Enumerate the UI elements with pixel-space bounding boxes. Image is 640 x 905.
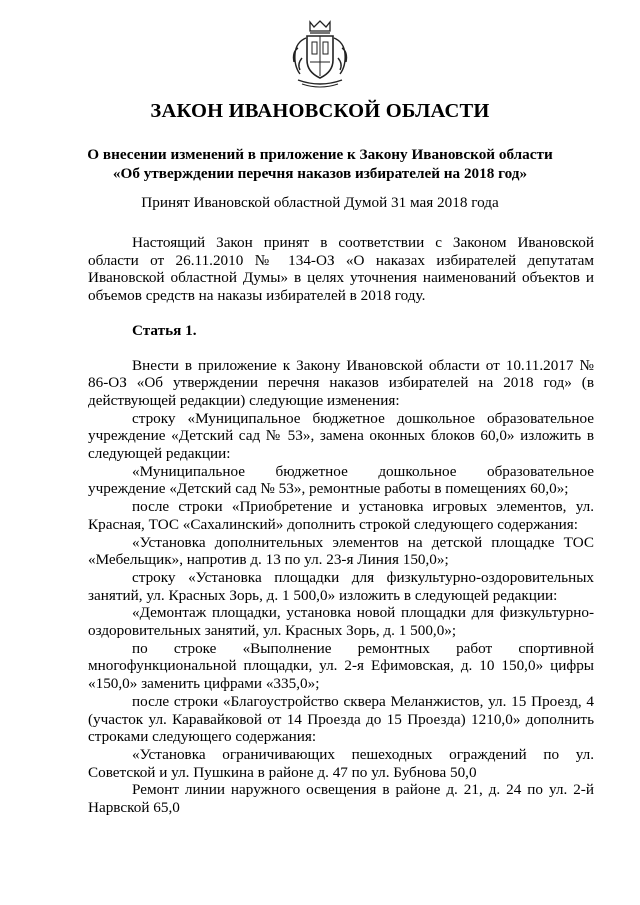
document-title: ЗАКОН ИВАНОВСКОЙ ОБЛАСТИ <box>150 100 490 122</box>
document-subtitle <box>80 145 560 183</box>
coat-of-arms-icon <box>290 18 350 90</box>
body-paragraph: «Демонтаж площадки, установка новой площадки для физкультурно-оздоровительных занятий, ул. Красных Зорь, д. 1 500,0»; <box>88 604 594 640</box>
preamble-paragraph: Настоящий Закон принят в соответствии с Законом Ивановской области от 26.11.2010 № 134-ОЗ «О наказах избирателей депутатам Ивановской областной Думы» в целях уточнения наименований объектов и объемов средств на наказы избирателей в 2018 году. <box>88 234 594 305</box>
body-paragraph: «Муниципальное бюджетное дошкольное образовательное учреждение «Детский сад № 53», ремонтные работы в помещениях 60,0»; <box>88 462 594 498</box>
body-paragraph: строку «Муниципальное бюджетное дошкольное образовательное учреждение «Детский сад № 53», замена оконных блоков 60,0» изложить в следующей редакции: <box>88 409 594 463</box>
body-paragraph: Внести в приложение к Закону Ивановской области от 10.11.2017 № 86-ОЗ «Об утверждении перечня наказов избирателей на 2018 год» (в действующей редакции) следующие изменения: <box>88 356 594 409</box>
article-heading: Статья 1. <box>132 321 197 339</box>
body-paragraph: после строки «Благоустройство сквера Меланжистов, ул. 15 Проезд, 4 (участок ул. Каравайковой от 14 Проезда до 15 Проезда) 1210,0» дополнить строками следующего содержания: <box>88 692 594 746</box>
document-body <box>88 234 594 817</box>
body-paragraph: «Установка ограничивающих пешеходных ограждений по ул. Советской и ул. Пушкина в районе д. 47 по ул. Бубнова 50,0 <box>88 745 594 781</box>
body-paragraph: Ремонт линии наружного освещения в районе д. 21, д. 24 по ул. 2-й Нарвской 65,0 <box>88 781 594 817</box>
body-paragraph: строку «Установка площадки для физкультурно-оздоровительных занятий, ул. Красных Зорь, д. 1 500,0» изложить в следующей редакции: <box>88 568 594 604</box>
subtitle-line-2: «Об утверждении перечня наказов избирателей на 2018 год» <box>112 165 528 182</box>
body-paragraph: «Установка дополнительных элементов на детской площадке ТОС «Мебельщик», напротив д. 13 по ул. 23-я Линия 150,0»; <box>88 533 594 569</box>
body-paragraph: по строке «Выполнение ремонтных работ спортивной многофункциональной площадки, ул. 2-я Ефимовская, д. 10 150,0» цифры «150,0» заменить цифрами «335,0»; <box>88 639 594 693</box>
adoption-note: Принят Ивановской областной Думой 31 мая 2018 года <box>141 194 499 211</box>
body-paragraph: после строки «Приобретение и установка игровых элементов, ул. Красная, ТОС «Сахалинский» дополнить строкой следующего содержания: <box>88 498 594 533</box>
subtitle-line-1: О внесении изменений в приложение к Закону Ивановской области <box>87 146 553 163</box>
